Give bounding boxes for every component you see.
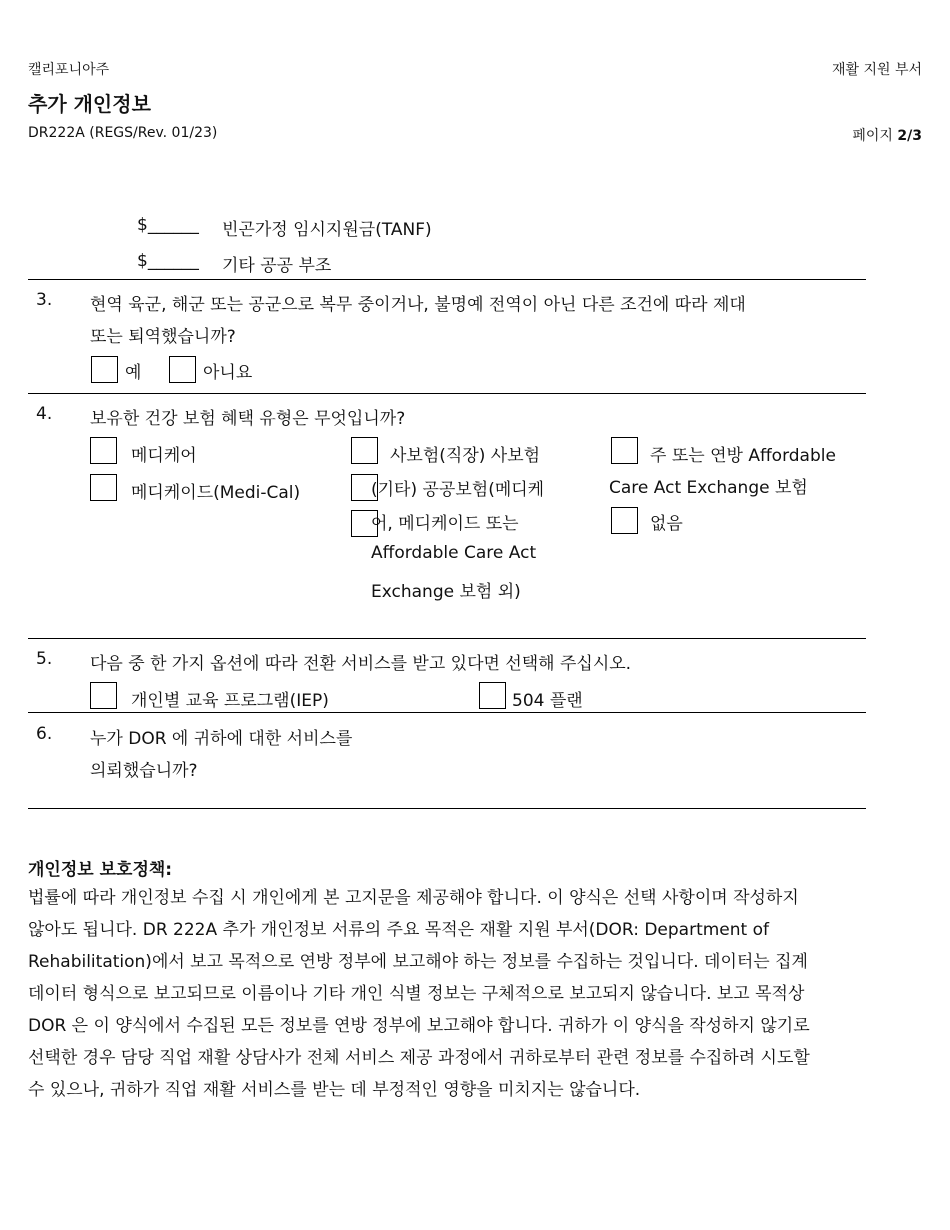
q6-number: 6.	[36, 724, 53, 744]
private-insurance-label-line1: 사보험(직장) 사보험	[390, 446, 541, 466]
divider	[28, 638, 866, 639]
page-label: 페이지	[852, 128, 893, 144]
q3-yes-label: 예	[125, 363, 142, 383]
iep-checkbox[interactable]	[90, 682, 117, 709]
privacy-heading: 개인정보 보호정책:	[28, 860, 173, 880]
private-insurance-label-line3: 어, 메디케이드 또는	[371, 514, 519, 534]
q5-number: 5.	[36, 649, 53, 669]
other-assistance-label: 기타 공공 부조	[222, 256, 332, 276]
privacy-paragraph	[28, 882, 928, 1106]
q3-no-checkbox[interactable]	[169, 356, 196, 383]
q5-question: 다음 중 한 가지 옵션에 따라 전환 서비스를 받고 있다면 선택해 주십시오.	[90, 654, 632, 674]
state-name: 캘리포니아주	[28, 62, 110, 78]
tanf-label: 빈곤가정 임시지원금(TANF)	[222, 220, 432, 240]
medicare-checkbox[interactable]	[90, 437, 117, 464]
page-number: 2/3	[897, 128, 922, 144]
divider	[28, 279, 866, 280]
aca-exchange-label-line1: 주 또는 연방 Affordable	[650, 446, 836, 466]
aca-exchange-checkbox[interactable]	[611, 437, 638, 464]
q3-number: 3.	[36, 290, 53, 310]
divider	[28, 808, 866, 809]
privacy-line: 수 있으나, 귀하가 직업 재활 서비스를 받는 데 부정적인 영향을 미치지는 않습니다.	[28, 1080, 641, 1100]
q6-question-line2: 의뢰했습니까?	[90, 761, 198, 781]
medical-label: 메디케이드(Medi-Cal)	[131, 483, 301, 503]
private-other-checkbox[interactable]	[351, 474, 378, 501]
private-insurance-label-line4: Affordable Care Act	[371, 543, 537, 563]
iep-label: 개인별 교육 프로그램(IEP)	[131, 691, 329, 711]
divider	[28, 712, 866, 713]
private-employer-checkbox[interactable]	[351, 437, 378, 464]
private-insurance-label-line2: (기타) 공공보험(메디케	[371, 480, 545, 500]
q3-no-label: 아니요	[203, 363, 253, 383]
divider	[28, 393, 866, 394]
tanf-amount-field[interactable]: $______	[137, 215, 199, 235]
department-name: 재활 지원 부서	[831, 62, 922, 78]
public-other-checkbox[interactable]	[351, 510, 378, 537]
privacy-line: Rehabilitation)에서 보고 목적으로 연방 정부에 보고해야 하는 정보를 수집하는 것입니다. 데이터는 집계	[28, 952, 808, 972]
q6-question-line1: 누가 DOR 에 귀하에 대한 서비스를	[90, 729, 353, 749]
medicare-label: 메디케어	[131, 446, 197, 466]
form-code: DR222A (REGS/Rev. 01/23)	[28, 125, 218, 141]
q4-number: 4.	[36, 404, 53, 424]
medical-checkbox[interactable]	[90, 474, 117, 501]
q3-question-line1: 현역 육군, 해군 또는 공군으로 복무 중이거나, 불명예 전역이 아닌 다른 조건에 따라 제대	[90, 295, 746, 315]
plan504-checkbox[interactable]	[479, 682, 506, 709]
q4-question: 보유한 건강 보험 혜택 유형은 무엇입니까?	[90, 409, 406, 429]
privacy-line: 선택한 경우 담당 직업 재활 상담사가 전체 서비스 제공 과정에서 귀하로부터 관련 정보를 수집하려 시도할	[28, 1048, 810, 1068]
form-title: 추가 개인정보	[28, 92, 151, 116]
aca-exchange-label-line2: Care Act Exchange 보험	[609, 478, 808, 498]
page-indicator	[852, 125, 922, 145]
privacy-line: DOR 은 이 양식에서 수집된 모든 정보를 연방 정부에 보고해야 합니다. 귀하가 이 양식을 작성하지 않기로	[28, 1016, 810, 1036]
private-insurance-label-line5: Exchange 보험 외)	[371, 582, 521, 602]
none-checkbox[interactable]	[611, 507, 638, 534]
other-assistance-amount-field[interactable]: $______	[137, 251, 199, 271]
privacy-line: 데이터 형식으로 보고되므로 이름이나 기타 개인 식별 정보는 구체적으로 보고되지 않습니다. 보고 목적상	[28, 984, 805, 1004]
privacy-line: 않아도 됩니다. DR 222A 추가 개인정보 서류의 주요 목적은 재활 지원 부서(DOR: Department of	[28, 920, 769, 940]
privacy-line: 법률에 따라 개인정보 수집 시 개인에게 본 고지문을 제공해야 합니다. 이 양식은 선택 사항이며 작성하지	[28, 888, 799, 908]
plan504-label: 504 플랜	[512, 691, 583, 711]
none-label: 없음	[650, 514, 683, 534]
q3-question-line2: 또는 퇴역했습니까?	[90, 327, 236, 347]
q3-yes-checkbox[interactable]	[91, 356, 118, 383]
